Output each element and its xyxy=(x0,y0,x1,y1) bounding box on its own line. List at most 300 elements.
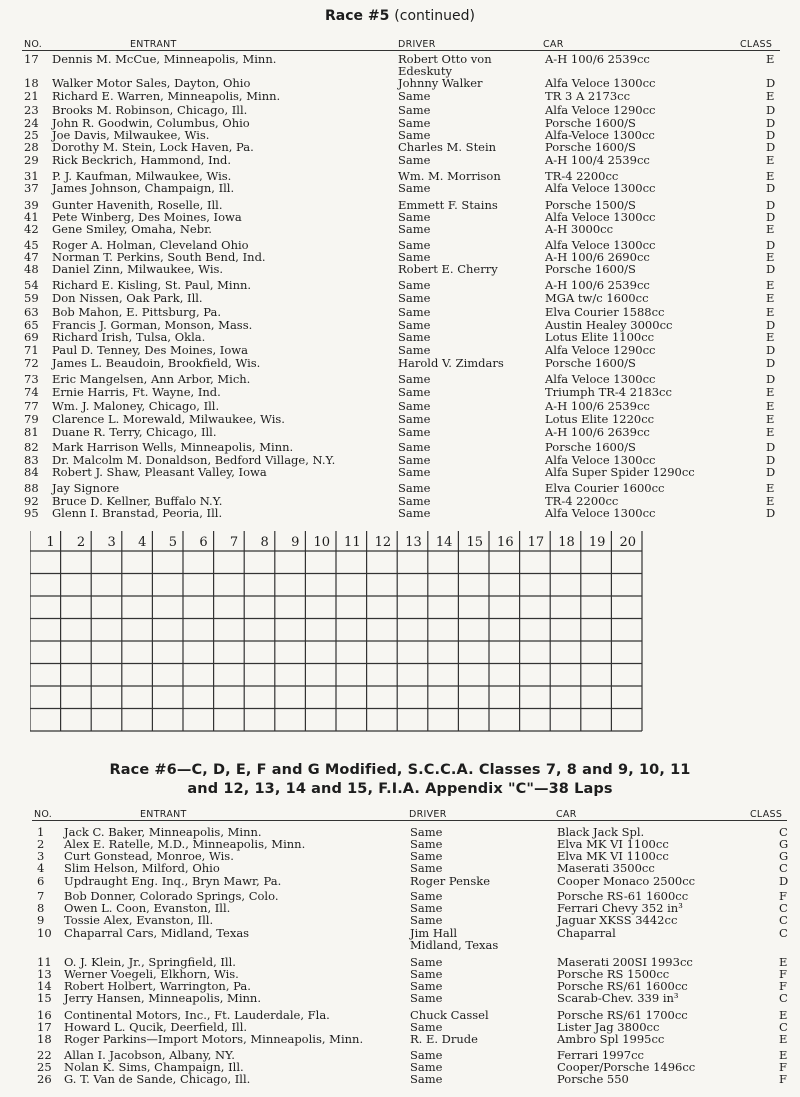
cell-class: C xyxy=(779,1020,788,1034)
cell-no: 83 xyxy=(24,453,39,467)
cell-car: Triumph TR-4 2183cc xyxy=(545,385,672,399)
cell-car: Elva MK VI 1100cc xyxy=(557,849,669,863)
cell-entrant: Roger A. Holman, Cleveland Ohio xyxy=(52,238,249,252)
cell-class: D xyxy=(766,356,776,370)
cell-driver: Same xyxy=(398,412,431,426)
cell-driver: Same xyxy=(410,1020,443,1034)
cell-car: Alfa-Veloce 1300cc xyxy=(545,128,655,142)
cell-car: Elva Courier 1600cc xyxy=(545,481,665,495)
cell-car: A-H 100/6 2690cc xyxy=(545,250,650,264)
cell-no: 13 xyxy=(37,967,52,981)
cell-driver: Robert Otto von xyxy=(398,52,492,66)
cell-driver: Same xyxy=(398,210,431,224)
cell-no: 95 xyxy=(24,506,39,520)
cell-car: TR-4 2200cc xyxy=(545,494,619,508)
cell-entrant: Jerry Hansen, Minneapolis, Minn. xyxy=(64,991,261,1005)
lap-number: 10 xyxy=(313,535,330,550)
cell-driver: Robert E. Cherry xyxy=(398,262,498,276)
cell-driver: Same xyxy=(398,385,431,399)
lap-number: 16 xyxy=(497,535,514,550)
cell-no: 37 xyxy=(24,181,39,195)
lap-number: 2 xyxy=(76,535,86,550)
cell-class: G xyxy=(779,837,789,851)
cell-class: F xyxy=(779,889,787,903)
cell-no: 21 xyxy=(24,89,39,103)
cell-no: 10 xyxy=(37,926,52,940)
cell-entrant: Clarence L. Morewald, Milwaukee, Wis. xyxy=(52,412,285,426)
cell-class: F xyxy=(779,979,787,993)
cell-car: Ambro Spl 1995cc xyxy=(557,1032,665,1046)
cell-entrant: Curt Gonstead, Monroe, Wis. xyxy=(64,849,234,863)
cell-class: E xyxy=(779,1008,788,1022)
table-row xyxy=(0,875,800,889)
cell-entrant: Mark Harrison Wells, Minneapolis, Minn. xyxy=(52,440,294,454)
race5-title: Race #5 (continued) xyxy=(325,8,475,24)
col-class: CLASS xyxy=(750,809,783,820)
cell-car: Lotus Elite 1220cc xyxy=(545,412,655,426)
cell-no: 29 xyxy=(24,153,39,167)
cell-no: 15 xyxy=(37,991,52,1005)
cell-no: 54 xyxy=(24,278,39,292)
cell-no: 81 xyxy=(24,425,39,439)
cell-entrant: Richard Irish, Tulsa, Okla. xyxy=(52,330,206,344)
cell-entrant: Glenn I. Branstad, Peoria, Ill. xyxy=(52,506,223,520)
cell-class: D xyxy=(766,103,776,117)
lap-number: 8 xyxy=(260,535,269,550)
cell-entrant: Pete Winberg, Des Moines, Iowa xyxy=(52,210,242,224)
cell-driver: Same xyxy=(398,103,431,117)
cell-class: E xyxy=(766,222,775,236)
cell-car: Porsche 1600/S xyxy=(545,440,636,454)
cell-class: C xyxy=(779,861,788,875)
cell-class: E xyxy=(766,153,775,167)
lap-number: 19 xyxy=(588,535,606,550)
lap-number: 9 xyxy=(291,535,300,550)
cell-entrant: Updraught Eng. Inq., Bryn Mawr, Pa. xyxy=(64,874,282,888)
cell-entrant: Jay Signore xyxy=(52,481,120,495)
cell-car: Alfa Veloce 1300cc xyxy=(545,181,656,195)
cell-car: Scarab-Chev. 339 in³ xyxy=(557,991,679,1005)
cell-entrant: Francis J. Gorman, Monson, Mass. xyxy=(52,318,253,332)
cell-no: 26 xyxy=(37,1072,52,1086)
cell-no: 14 xyxy=(37,979,52,993)
cell-no: 39 xyxy=(24,198,39,212)
cell-class: F xyxy=(779,1072,787,1086)
cell-driver: Same xyxy=(398,238,431,252)
cell-entrant: Roger Parkins—Import Motors, Minneapolis, Minn. xyxy=(64,1032,364,1046)
cell-driver: Same xyxy=(398,481,431,495)
cell-entrant: Werner Voegeli, Elkhorn, Wis. xyxy=(64,967,239,981)
cell-car: A-H 100/6 2539cc xyxy=(545,278,650,292)
cell-driver: Same xyxy=(398,372,431,386)
lap-number: 14 xyxy=(435,535,453,550)
cell-class: C xyxy=(779,825,788,839)
col-car: CAR xyxy=(556,809,577,820)
cell-no: 9 xyxy=(37,913,45,927)
cell-class: C xyxy=(779,926,788,940)
cell-entrant: Brooks M. Robinson, Chicago, Ill. xyxy=(52,103,248,117)
cell-class: D xyxy=(766,343,776,357)
cell-class: E xyxy=(766,399,775,413)
cell-no: 25 xyxy=(24,128,39,142)
cell-car: Black Jack Spl. xyxy=(557,825,645,839)
cell-car: A-H 100/4 2539cc xyxy=(545,153,650,167)
cell-car: Elva MK VI 1100cc xyxy=(557,837,669,851)
cell-no: 45 xyxy=(24,238,39,252)
cell-no: 69 xyxy=(24,330,39,344)
cell-car: Porsche 1600/S xyxy=(545,356,636,370)
lap-chart-grid xyxy=(30,531,660,736)
cell-entrant: Dennis M. McCue, Minneapolis, Minn. xyxy=(52,52,277,66)
cell-car: Cooper/Porsche 1496cc xyxy=(557,1060,696,1074)
cell-driver: Same xyxy=(398,330,431,344)
cell-car: Alfa Veloce 1300cc xyxy=(545,238,656,252)
cell-entrant: Nolan K. Sims, Champaign, Ill. xyxy=(64,1060,244,1074)
lap-number: 5 xyxy=(168,535,177,550)
cell-car: Porsche 1600/S xyxy=(545,116,636,130)
cell-class: E xyxy=(766,481,775,495)
lap-number: 11 xyxy=(344,535,361,550)
cell-driver: Same xyxy=(410,1060,443,1074)
cell-no: 88 xyxy=(24,481,39,495)
cell-class: D xyxy=(766,76,776,90)
cell-class: F xyxy=(779,967,787,981)
cell-class: E xyxy=(766,278,775,292)
cell-driver: Same xyxy=(398,318,431,332)
cell-no: 22 xyxy=(37,1048,52,1062)
cell-car: Porsche RS 1500cc xyxy=(557,967,670,981)
table-row xyxy=(0,507,800,521)
cell-class: D xyxy=(766,128,776,142)
lap-number: 12 xyxy=(374,535,392,550)
cell-driver: Same xyxy=(398,116,431,130)
cell-entrant: Richard E. Kisling, St. Paul, Minn. xyxy=(52,278,252,292)
cell-driver: Same xyxy=(410,955,443,969)
cell-car: Ferrari Chevy 352 in³ xyxy=(557,901,683,915)
cell-car: MGA tw/c 1600cc xyxy=(545,291,649,305)
cell-car: Maserati 3500cc xyxy=(557,861,655,875)
cell-no: 41 xyxy=(24,210,39,224)
cell-driver: Same xyxy=(410,849,443,863)
cell-driver: Same xyxy=(398,128,431,142)
cell-car: TR 3 A 2173cc xyxy=(545,89,631,103)
cell-entrant: Walker Motor Sales, Dayton, Ohio xyxy=(52,76,251,90)
cell-car: A-H 100/6 2539cc xyxy=(545,399,650,413)
cell-car: Austin Healey 3000cc xyxy=(545,318,673,332)
cell-no: 71 xyxy=(24,343,39,357)
col-entrant: ENTRANT xyxy=(130,39,177,50)
cell-driver: Chuck Cassel xyxy=(410,1008,489,1022)
cell-car: Alfa Veloce 1300cc xyxy=(545,76,656,90)
cell-no: 17 xyxy=(37,1020,52,1034)
table-row xyxy=(0,52,800,78)
cell-driver-line2: Midland, Texas xyxy=(410,938,499,952)
cell-entrant: P. J. Kaufman, Milwaukee, Wis. xyxy=(52,169,232,183)
cell-entrant: Owen L. Coon, Evanston, Ill. xyxy=(64,901,231,915)
lap-number: 17 xyxy=(527,535,545,550)
cell-entrant: Continental Motors, Inc., Ft. Lauderdale, Fla. xyxy=(64,1008,330,1022)
cell-class: D xyxy=(766,238,776,252)
cell-entrant: John R. Goodwin, Columbus, Ohio xyxy=(52,116,250,130)
cell-driver: Same xyxy=(410,837,443,851)
cell-car: Porsche 1500/S xyxy=(545,198,636,212)
cell-driver: Same xyxy=(410,861,443,875)
table-row xyxy=(0,292,800,306)
table-row xyxy=(0,223,800,237)
cell-no: 82 xyxy=(24,440,39,454)
cell-driver: Same xyxy=(398,291,431,305)
cell-driver: R. E. Drude xyxy=(410,1032,478,1046)
col-driver: DRIVER xyxy=(409,809,447,820)
cell-entrant: Gunter Havenith, Roselle, Ill. xyxy=(52,198,223,212)
cell-class: D xyxy=(779,874,789,888)
cell-no: 18 xyxy=(24,76,39,90)
cell-entrant: Joe Davis, Milwaukee, Wis. xyxy=(52,128,210,142)
cell-car: Lotus Elite 1100cc xyxy=(545,330,655,344)
cell-driver: Same xyxy=(410,1048,443,1062)
cell-no: 25 xyxy=(37,1060,52,1074)
cell-car: Maserati 200SI 1993cc xyxy=(557,955,693,969)
cell-no: 6 xyxy=(37,874,45,888)
cell-driver: Same xyxy=(398,494,431,508)
lap-number: 15 xyxy=(466,535,483,550)
cell-car: Alfa Veloce 1290cc xyxy=(545,103,656,117)
cell-entrant: Eric Mangelsen, Ann Arbor, Mich. xyxy=(52,372,251,386)
cell-no: 1 xyxy=(37,825,45,839)
cell-entrant: Ernie Harris, Ft. Wayne, Ind. xyxy=(52,385,221,399)
col-driver: DRIVER xyxy=(398,39,436,50)
cell-no: 92 xyxy=(24,494,39,508)
cell-class: E xyxy=(779,1032,788,1046)
cell-class: D xyxy=(766,506,776,520)
cell-driver: Same xyxy=(398,278,431,292)
cell-driver: Same xyxy=(398,465,431,479)
table-row xyxy=(0,90,800,104)
lap-number: 1 xyxy=(46,535,55,550)
cell-entrant: Bruce D. Kellner, Buffalo N.Y. xyxy=(52,494,223,508)
cell-no: 79 xyxy=(24,412,39,426)
cell-class: E xyxy=(766,494,775,508)
race5-header-rule xyxy=(22,50,780,51)
cell-driver: Same xyxy=(398,343,431,357)
race6-header-rule xyxy=(32,820,787,821)
table-row xyxy=(0,426,800,440)
cell-entrant: Bob Mahon, E. Pittsburg, Pa. xyxy=(52,305,222,319)
cell-no: 7 xyxy=(37,889,45,903)
cell-driver: Same xyxy=(398,181,431,195)
cell-driver: Same xyxy=(410,901,443,915)
table-row xyxy=(0,466,800,480)
cell-entrant: Allan I. Jacobson, Albany, NY. xyxy=(64,1048,235,1062)
table-row xyxy=(0,263,800,277)
cell-driver: Same xyxy=(410,913,443,927)
cell-driver-line2: Edeskuty xyxy=(398,64,452,78)
table-row xyxy=(0,992,800,1006)
cell-driver: Same xyxy=(398,305,431,319)
cell-class: D xyxy=(766,262,776,276)
cell-class: D xyxy=(766,372,776,386)
cell-class: D xyxy=(766,116,776,130)
cell-car: Jaguar XKSS 3442cc xyxy=(557,913,678,927)
table-row xyxy=(0,926,800,952)
cell-class: D xyxy=(766,318,776,332)
cell-car: Alfa Veloce 1300cc xyxy=(545,453,656,467)
cell-entrant: Duane R. Terry, Chicago, Ill. xyxy=(52,425,217,439)
cell-car: Ferrari 1997cc xyxy=(557,1048,644,1062)
cell-no: 11 xyxy=(37,955,52,969)
cell-class: G xyxy=(779,849,789,863)
cell-no: 8 xyxy=(37,901,45,915)
cell-car: Alfa Veloce 1300cc xyxy=(545,372,656,386)
cell-car: Alfa Veloce 1290cc xyxy=(545,343,656,357)
cell-driver: Same xyxy=(410,1072,443,1086)
cell-entrant: Rick Beckrich, Hammond, Ind. xyxy=(52,153,232,167)
cell-no: 3 xyxy=(37,849,45,863)
cell-car: Alfa Veloce 1300cc xyxy=(545,506,656,520)
table-row xyxy=(0,182,800,196)
cell-driver: Same xyxy=(398,440,431,454)
cell-driver: Harold V. Zimdars xyxy=(398,356,504,370)
cell-car: A-H 3000cc xyxy=(545,222,614,236)
col-car: CAR xyxy=(543,39,564,50)
cell-car: A-H 100/6 2539cc xyxy=(545,52,650,66)
cell-class: C xyxy=(779,913,788,927)
cell-driver: Same xyxy=(398,153,431,167)
cell-no: 31 xyxy=(24,169,39,183)
cell-driver: Emmett F. Stains xyxy=(398,198,498,212)
cell-driver: Johnny Walker xyxy=(398,76,483,90)
cell-driver: Same xyxy=(398,222,431,236)
cell-no: 77 xyxy=(24,399,39,413)
cell-class: D xyxy=(766,198,776,212)
cell-car: Chaparral xyxy=(557,926,616,940)
cell-no: 72 xyxy=(24,356,39,370)
cell-car: Porsche RS/61 1600cc xyxy=(557,979,688,993)
table-row xyxy=(0,386,800,400)
cell-no: 16 xyxy=(37,1008,52,1022)
cell-entrant: Paul D. Tenney, Des Moines, Iowa xyxy=(52,343,248,357)
cell-driver: Jim Hall xyxy=(410,926,458,940)
cell-car: Porsche RS-61 1600cc xyxy=(557,889,689,903)
cell-entrant: Robert J. Shaw, Pleasant Valley, Iowa xyxy=(52,465,267,479)
cell-driver: Same xyxy=(398,399,431,413)
cell-no: 59 xyxy=(24,291,39,305)
cell-car: A-H 100/6 2639cc xyxy=(545,425,650,439)
col-no: NO. xyxy=(24,39,43,50)
cell-class: E xyxy=(766,425,775,439)
cell-driver: Same xyxy=(410,889,443,903)
cell-car: Alfa Veloce 1300cc xyxy=(545,210,656,224)
cell-car: Porsche RS/61 1700cc xyxy=(557,1008,688,1022)
cell-entrant: O. J. Klein, Jr., Springfield, Ill. xyxy=(64,955,236,969)
cell-class: E xyxy=(766,330,775,344)
cell-class: C xyxy=(779,991,788,1005)
cell-driver: Same xyxy=(398,425,431,439)
lap-chart xyxy=(30,531,660,736)
cell-class: E xyxy=(766,385,775,399)
cell-driver: Same xyxy=(398,250,431,264)
cell-class: E xyxy=(766,169,775,183)
cell-car: Porsche 1600/S xyxy=(545,140,636,154)
cell-entrant: Don Nissen, Oak Park, Ill. xyxy=(52,291,203,305)
cell-class: E xyxy=(766,52,775,66)
cell-entrant: James L. Beaudoin, Brookfield, Wis. xyxy=(52,356,261,370)
col-class: CLASS xyxy=(740,39,773,50)
cell-no: 18 xyxy=(37,1032,52,1046)
cell-no: 23 xyxy=(24,103,39,117)
cell-entrant: Robert Holbert, Warrington, Pa. xyxy=(64,979,251,993)
cell-entrant: Jack C. Baker, Minneapolis, Minn. xyxy=(64,825,262,839)
lap-number: 7 xyxy=(229,535,239,550)
race6-title-line2: and 12, 13, 14 and 15, F.I.A. Appendix "C"—38 Laps xyxy=(187,781,613,797)
cell-car: Lister Jag 3800cc xyxy=(557,1020,660,1034)
cell-no: 65 xyxy=(24,318,39,332)
cell-class: D xyxy=(766,465,776,479)
cell-no: 63 xyxy=(24,305,39,319)
cell-entrant: G. T. Van de Sande, Chicago, Ill. xyxy=(64,1072,251,1086)
cell-car: TR-4 2200cc xyxy=(545,169,619,183)
cell-class: E xyxy=(766,305,775,319)
cell-entrant: Howard L. Qucik, Deerfield, Ill. xyxy=(64,1020,248,1034)
lap-number: 3 xyxy=(107,535,116,550)
cell-driver: Same xyxy=(398,453,431,467)
col-entrant: ENTRANT xyxy=(140,809,187,820)
cell-driver: Charles M. Stein xyxy=(398,140,497,154)
lap-number: 20 xyxy=(619,535,636,550)
cell-entrant: Tossie Alex, Evanston, Ill. xyxy=(64,913,214,927)
cell-entrant: James Johnson, Champaign, Ill. xyxy=(52,181,235,195)
cell-entrant: Daniel Zinn, Milwaukee, Wis. xyxy=(52,262,224,276)
lap-number: 6 xyxy=(199,535,208,550)
cell-no: 28 xyxy=(24,140,39,154)
cell-no: 42 xyxy=(24,222,39,236)
cell-no: 48 xyxy=(24,262,39,276)
cell-entrant: Bob Donner, Colorado Springs, Colo. xyxy=(64,889,279,903)
cell-class: E xyxy=(766,89,775,103)
table-row xyxy=(0,357,800,371)
lap-number: 18 xyxy=(558,535,575,550)
cell-driver: Same xyxy=(410,979,443,993)
race6-title-line1: Race #6—C, D, E, F and G Modified, S.C.C.A. Classes 7, 8 and 9, 10, 11 xyxy=(109,762,691,778)
cell-class: D xyxy=(766,210,776,224)
cell-no: 4 xyxy=(37,861,45,875)
cell-no: 74 xyxy=(24,385,39,399)
cell-class: C xyxy=(779,901,788,915)
cell-driver: Same xyxy=(410,967,443,981)
cell-no: 24 xyxy=(24,116,39,130)
lap-number: 4 xyxy=(138,535,147,550)
cell-driver: Same xyxy=(398,506,431,520)
table-row xyxy=(0,1033,800,1047)
cell-class: F xyxy=(779,1060,787,1074)
cell-class: E xyxy=(766,250,775,264)
cell-car: Porsche 550 xyxy=(557,1072,629,1086)
cell-car: Alfa Super Spider 1290cc xyxy=(545,465,695,479)
cell-no: 47 xyxy=(24,250,39,264)
cell-class: D xyxy=(766,440,776,454)
col-no: NO. xyxy=(34,809,53,820)
cell-class: E xyxy=(766,412,775,426)
cell-entrant: Gene Smiley, Omaha, Nebr. xyxy=(52,222,212,236)
cell-entrant: Richard E. Warren, Minneapolis, Minn. xyxy=(52,89,281,103)
cell-class: D xyxy=(766,453,776,467)
table-row xyxy=(0,1073,800,1087)
cell-class: E xyxy=(779,955,788,969)
cell-entrant: Chaparral Cars, Midland, Texas xyxy=(64,926,250,940)
cell-entrant: Slim Helson, Milford, Ohio xyxy=(64,861,220,875)
cell-driver: Same xyxy=(410,825,443,839)
cell-no: 73 xyxy=(24,372,39,386)
